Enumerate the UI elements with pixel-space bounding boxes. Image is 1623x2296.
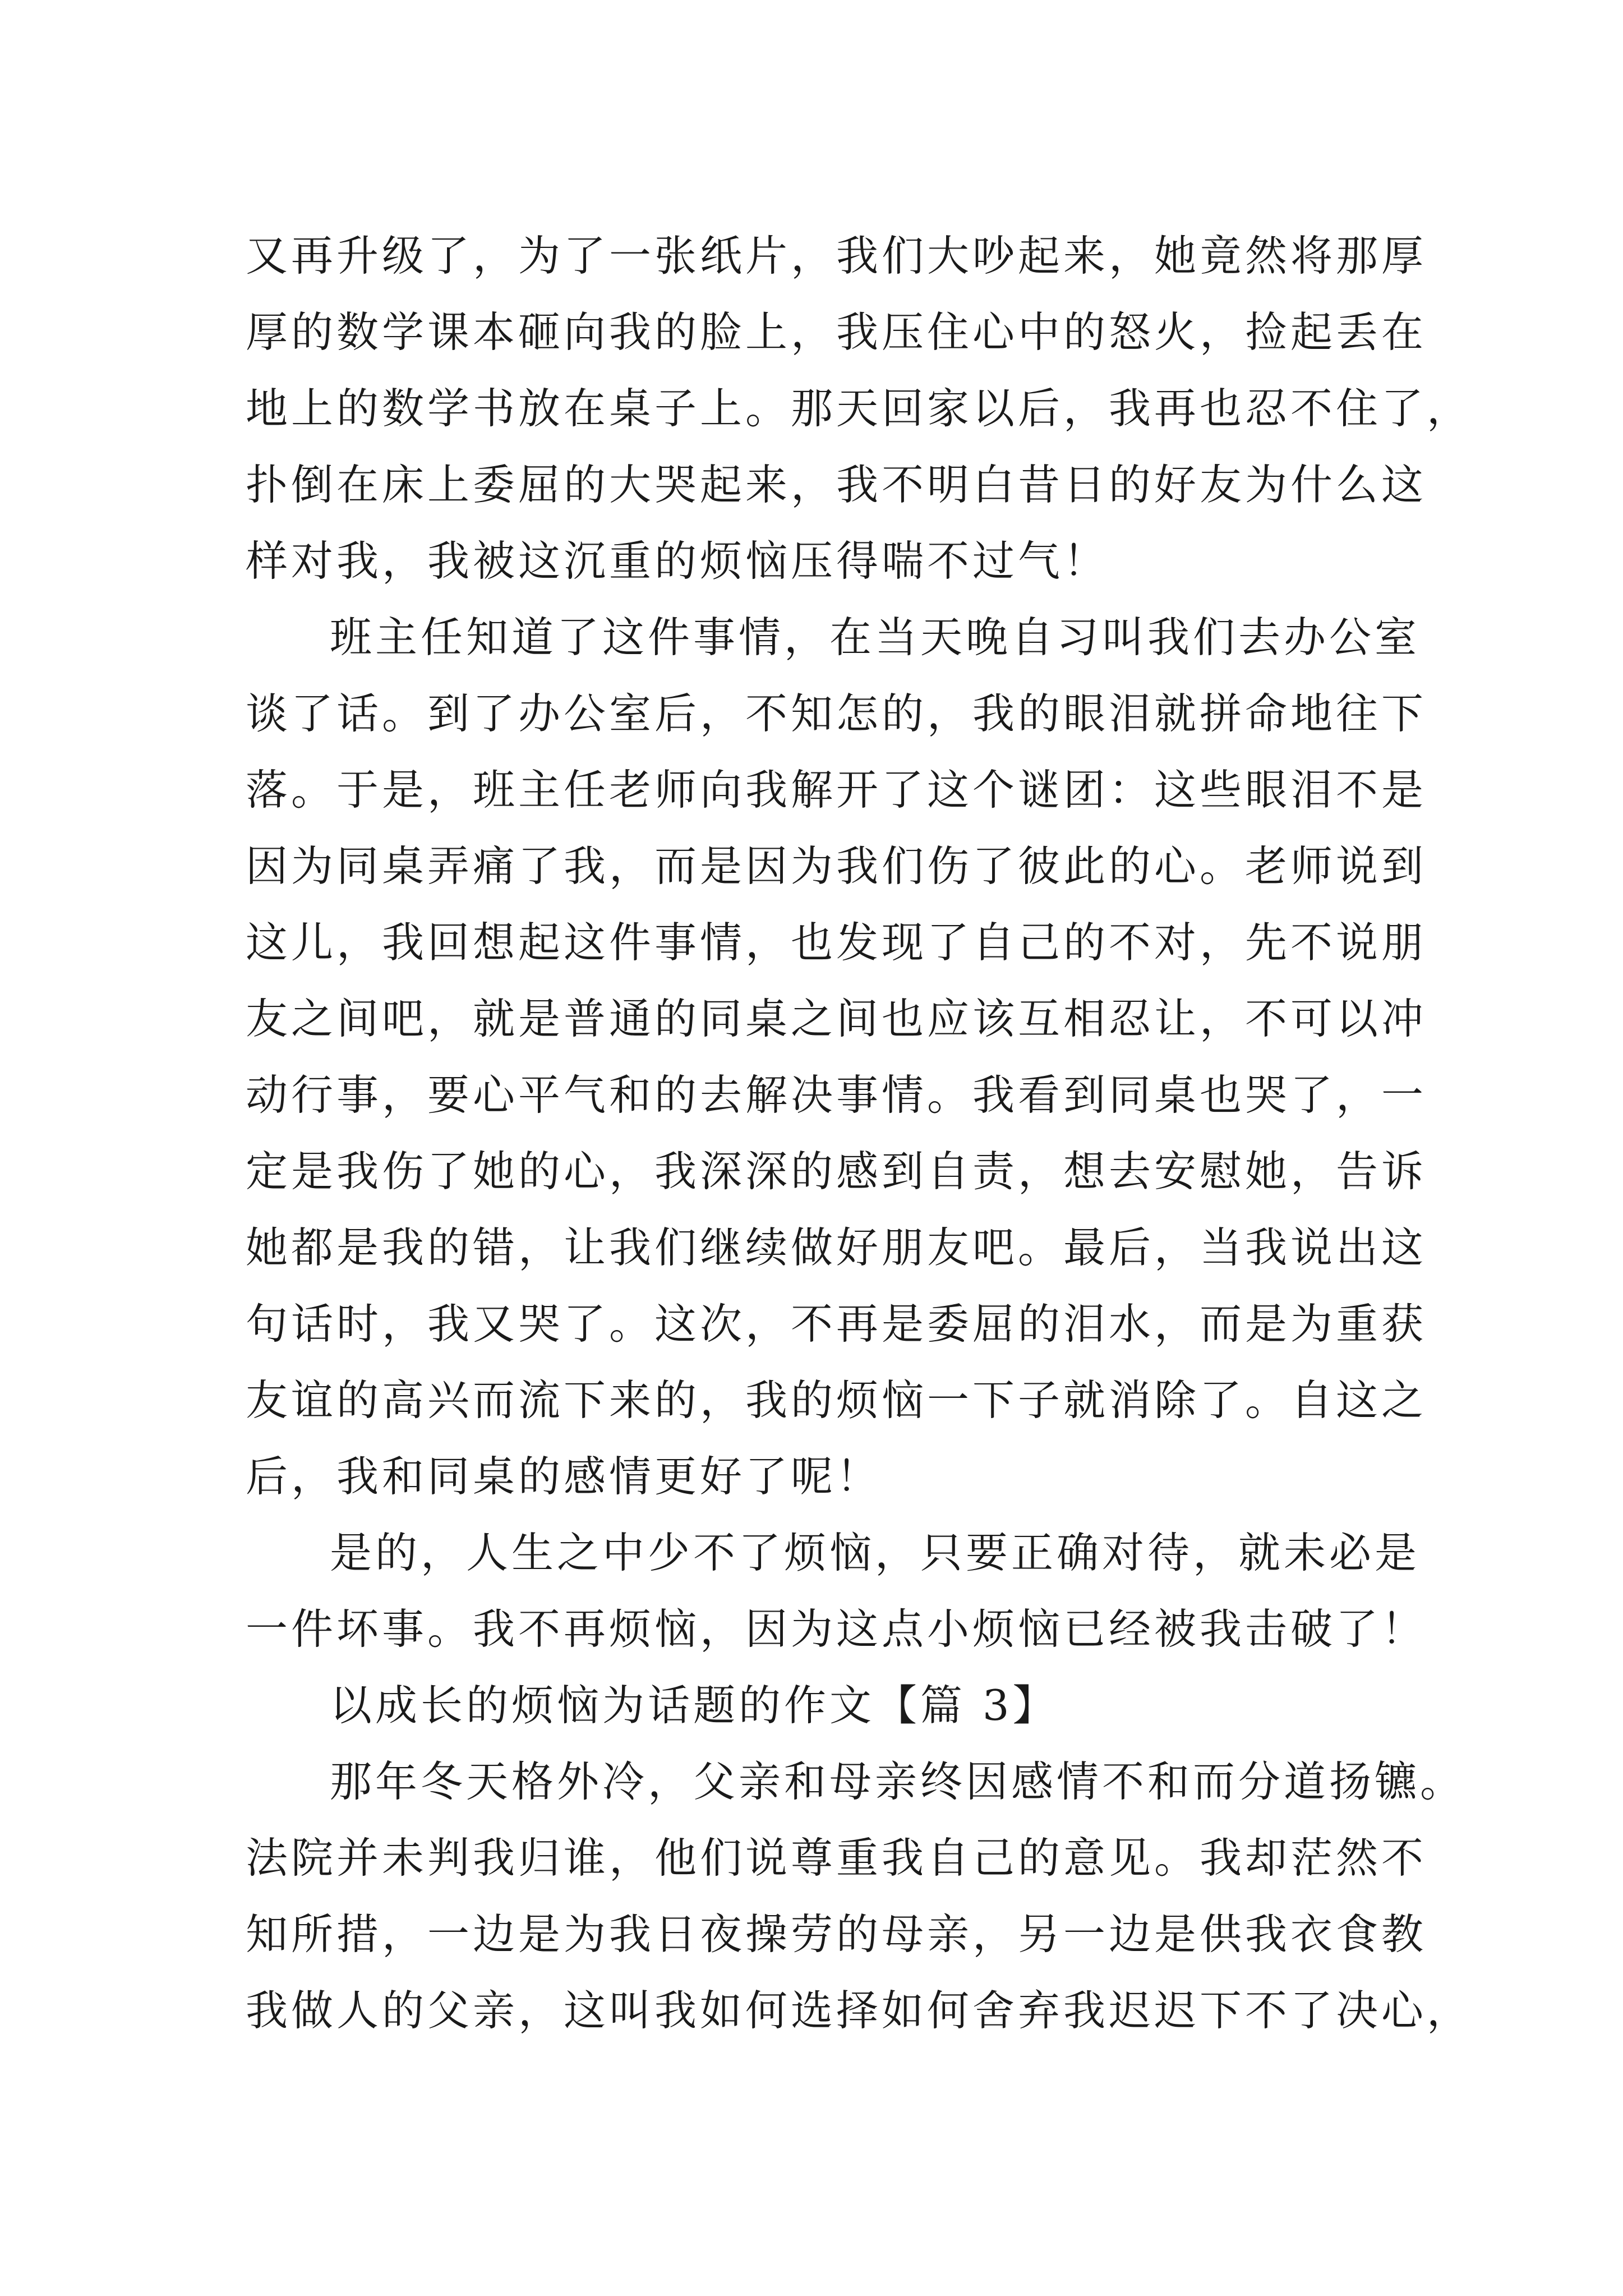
text-line: 动行事，要心平气和的去解决事情。我看到同桌也哭了，一 [246, 1070, 1427, 1120]
text-line: 友之间吧，就是普通的同桌之间也应该互相忍让，不可以冲 [246, 994, 1427, 1043]
text-line: 谈了话。到了办公室后，不知怎的，我的眼泪就拼命地往下 [246, 689, 1427, 738]
text-line: 地上的数学书放在桌子上。那天回家以后，我再也忍不住了， [246, 384, 1473, 433]
text-line: 样对我，我被这沉重的烦恼压得喘不过气！ [246, 536, 1109, 586]
text-line: 这儿，我回想起这件事情，也发现了自己的不对，先不说朋 [246, 918, 1427, 967]
text-line: 法院并未判我归谁，他们说尊重我自己的意见。我却茫然不 [246, 1833, 1427, 1883]
text-line: 扑倒在床上委屈的大哭起来，我不明白昔日的好友为什么这 [246, 460, 1427, 509]
paragraph-start-line: 那年冬天格外冷，父亲和母亲终因感情不和而分道扬镳。 [330, 1757, 1466, 1806]
section-heading: 以成长的烦恼为话题的作文【篇 3】 [330, 1681, 1058, 1730]
text-line: 定是我伤了她的心，我深深的感到自责，想去安慰她，告诉 [246, 1147, 1427, 1196]
paragraph-start-line: 是的，人生之中少不了烦恼，只要正确对待，就未必是 [330, 1528, 1421, 1577]
text-line: 友谊的高兴而流下来的，我的烦恼一下子就消除了。自这之 [246, 1375, 1427, 1425]
text-line: 厚的数学课本砸向我的脸上，我压住心中的怒火，捡起丢在 [246, 307, 1427, 357]
text-line: 知所措，一边是为我日夜操劳的母亲，另一边是供我衣食教 [246, 1910, 1427, 1959]
text-line: 落。于是，班主任老师向我解开了这个谜团：这些眼泪不是 [246, 765, 1427, 815]
text-line: 又再升级了，为了一张纸片，我们大吵起来，她竟然将那厚 [246, 231, 1427, 280]
text-line: 因为同桌弄痛了我，而是因为我们伤了彼此的心。老师说到 [246, 841, 1427, 891]
text-line: 我做人的父亲，这叫我如何选择如何舍弃我迟迟下不了决心， [246, 1986, 1473, 2035]
document-body [246, 218, 1473, 2049]
paragraph-start-line: 班主任知道了这件事情，在当天晚自习叫我们去办公室 [330, 613, 1421, 662]
text-line: 一件坏事。我不再烦恼，因为这点小烦恼已经被我击破了！ [246, 1604, 1427, 1654]
text-line: 她都是我的错，让我们继续做好朋友吧。最后，当我说出这 [246, 1223, 1427, 1272]
text-line: 句话时，我又哭了。这次，不再是委屈的泪水，而是为重获 [246, 1299, 1427, 1349]
text-line: 后，我和同桌的感情更好了呢！ [246, 1452, 882, 1501]
